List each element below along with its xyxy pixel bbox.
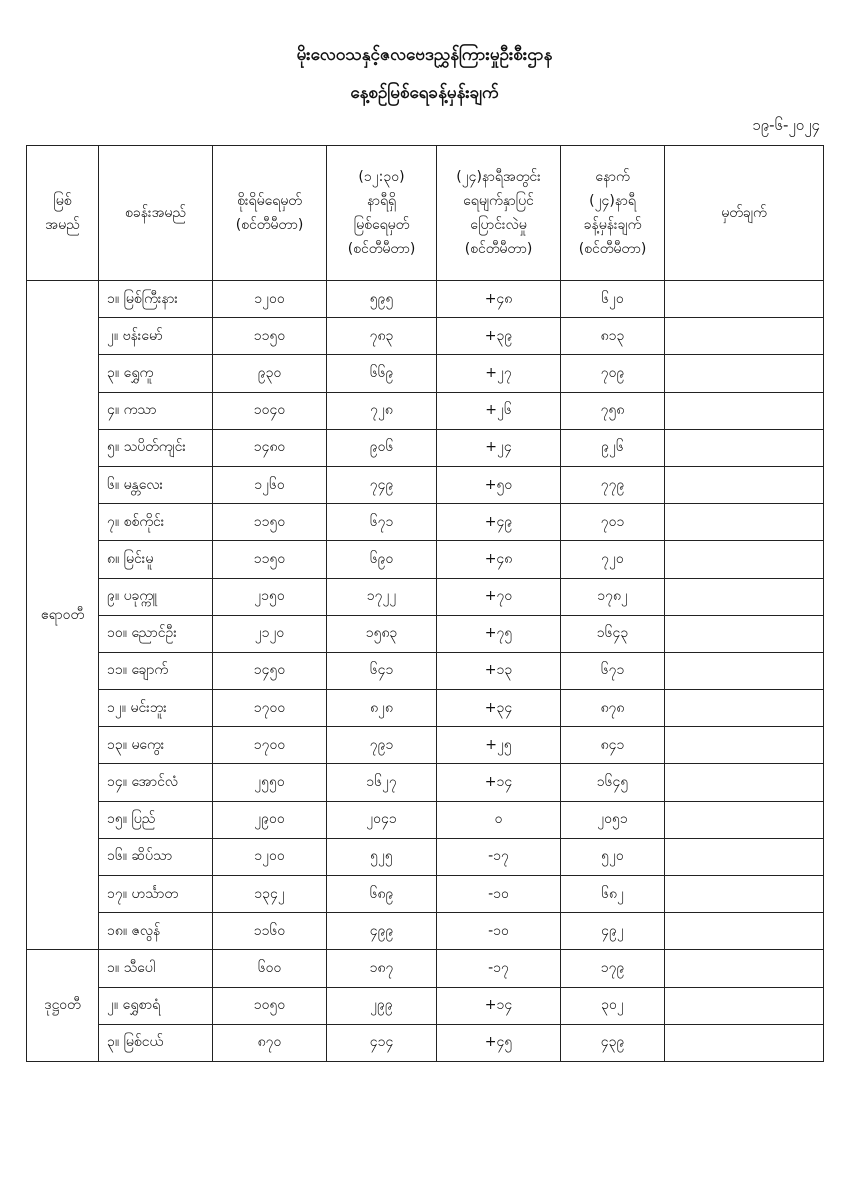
forecast-cell: ၈၄၁ (561, 727, 665, 764)
remarks-cell (665, 281, 824, 318)
document-subtitle: နေ့စဉ်မြစ်ရေခန့်မှန်းချက် (350, 83, 499, 103)
station-cell: ၅။ သပိတ်ကျင်း (99, 429, 213, 466)
forecast-cell: ၄၃၉ (561, 1024, 665, 1061)
table-row (27, 392, 824, 429)
table-row (27, 541, 824, 578)
change-cell: +၄၈ (437, 281, 561, 318)
table-row (27, 987, 824, 1024)
remarks-cell (665, 429, 824, 466)
danger-cell: ၁၁၅၀ (213, 504, 327, 541)
change-cell: -၁၀ (437, 876, 561, 913)
table-row (27, 281, 824, 318)
change-cell: +၂၄ (437, 429, 561, 466)
remarks-cell (665, 615, 824, 652)
current-cell: ၈၂၈ (327, 690, 437, 727)
header-change (437, 146, 561, 281)
header-river (27, 146, 99, 281)
remarks-cell (665, 541, 824, 578)
table-row (27, 838, 824, 875)
remarks-cell (665, 355, 824, 392)
change-cell: ၀ (437, 801, 561, 838)
station-cell: ၃။ ရွှေကူ (99, 355, 213, 392)
report-date: ၁၉-၆-၂၀၂၄ (752, 116, 820, 134)
station-cell: ၄။ ကသာ (99, 392, 213, 429)
current-cell: ၆၉၀ (327, 541, 437, 578)
change-cell: +၇၀ (437, 578, 561, 615)
danger-cell: ၁၇၀၀ (213, 727, 327, 764)
table-row (27, 876, 824, 913)
header-current-line: (၁၂:၃၀) (358, 169, 405, 185)
remarks-cell (665, 727, 824, 764)
forecast-cell: ၆၇၁ (561, 652, 665, 689)
station-cell: ၆။ မန္တလေး (99, 466, 213, 503)
danger-cell: ၁၂၀၀ (213, 838, 327, 875)
table-row (27, 355, 824, 392)
station-cell: ၁၇။ ဟင်္သာတ (99, 876, 213, 913)
station-cell: ၁၆။ ဆိပ်သာ (99, 838, 213, 875)
change-cell: +၁၃ (437, 652, 561, 689)
danger-cell: ၁၁၅၀ (213, 318, 327, 355)
station-cell: ၁၀။ ညောင်ဦး (99, 615, 213, 652)
document-title: မိုးလေဝသနှင့်ဇလဗေဒညွှန်ကြားမှုဦးစီးဌာန (296, 45, 553, 65)
remarks-cell (665, 504, 824, 541)
change-cell: -၁၇ (437, 950, 561, 987)
current-cell: ၄၉၉ (327, 913, 437, 950)
station-cell: ၁။ မြစ်ကြီးနား (99, 281, 213, 318)
header-forecast-line: ခန့်မှန်းချက် (583, 217, 642, 233)
station-cell: ၂။ ရွှေစာရံ (99, 987, 213, 1024)
current-cell: ၁၆၂၇ (327, 764, 437, 801)
forecast-cell: ၁၇၈၂ (561, 578, 665, 615)
river-name-cell: ဧရာဝတီ (27, 281, 99, 950)
current-cell: ၇၂၈ (327, 392, 437, 429)
current-cell: ၆၆၉ (327, 355, 437, 392)
change-cell: +၁၄ (437, 764, 561, 801)
table-row (27, 318, 824, 355)
table-row (27, 801, 824, 838)
remarks-cell (665, 987, 824, 1024)
header-current-line: (စင်တီမီတာ) (347, 241, 416, 257)
forecast-cell: ၈၇၈ (561, 690, 665, 727)
change-cell: +၂၆ (437, 392, 561, 429)
current-cell: ၅၉၅ (327, 281, 437, 318)
forecast-cell: ၆၂၀ (561, 281, 665, 318)
change-cell: +၇၅ (437, 615, 561, 652)
river-name-cell: ဒုဋ္ဌဝတီ (27, 950, 99, 1062)
forecast-cell: ၇၂၀ (561, 541, 665, 578)
danger-cell: ၁၄၈၀ (213, 429, 327, 466)
station-cell: ၁၃။ မကွေး (99, 727, 213, 764)
change-cell: -၁၇ (437, 838, 561, 875)
table-row (27, 466, 824, 503)
forecast-cell: ၇၀၉ (561, 355, 665, 392)
header-change-line: ပြောင်းလဲမှု (470, 217, 527, 233)
station-cell: ၁၄။ အောင်လံ (99, 764, 213, 801)
danger-cell: ၁၀၅၀ (213, 987, 327, 1024)
header-danger-level (213, 146, 327, 281)
change-cell: +၄၉ (437, 504, 561, 541)
danger-cell: ၂၁၂၀ (213, 615, 327, 652)
change-cell: +၅၀ (437, 466, 561, 503)
station-cell: ၃။ မြစ်ငယ် (99, 1024, 213, 1061)
header-remarks-line: မှတ်ချက် (721, 205, 767, 221)
table-row (27, 764, 824, 801)
change-cell: +၁၄ (437, 987, 561, 1024)
header-river-line: မြစ် (53, 193, 72, 209)
table-row (27, 429, 824, 466)
table-row (27, 913, 824, 950)
remarks-cell (665, 764, 824, 801)
header-station-line: စခန်းအမည် (125, 205, 186, 221)
header-current-level (327, 146, 437, 281)
station-cell: ၁။ သီပေါ (99, 950, 213, 987)
table-row (27, 1024, 824, 1061)
remarks-cell (665, 318, 824, 355)
danger-cell: ၂၉၀၀ (213, 801, 327, 838)
forecast-cell: ၂၀၅၁ (561, 801, 665, 838)
remarks-cell (665, 1024, 824, 1061)
change-cell: +၂၇ (437, 355, 561, 392)
danger-cell: ၁၃၄၂ (213, 876, 327, 913)
header-danger-line: (စင်တီမီတာ) (235, 217, 304, 233)
remarks-cell (665, 876, 824, 913)
change-cell: +၄၅ (437, 1024, 561, 1061)
danger-cell: ၂၁၅၀ (213, 578, 327, 615)
current-cell: ၅၂၅ (327, 838, 437, 875)
header-forecast (561, 146, 665, 281)
current-cell: ၆၈၉ (327, 876, 437, 913)
station-cell: ၂။ ဗန်းမော် (99, 318, 213, 355)
station-cell: ၇။ စစ်ကိုင်း (99, 504, 213, 541)
current-cell: ၁၇၂၂ (327, 578, 437, 615)
station-cell: ၈။ မြင်းမူ (99, 541, 213, 578)
remarks-cell (665, 578, 824, 615)
forecast-cell: ၇၅၈ (561, 392, 665, 429)
table-row (27, 504, 824, 541)
change-cell: +၂၅ (437, 727, 561, 764)
danger-cell: ၁၂၀၀ (213, 281, 327, 318)
current-cell: ၁၅၈၃ (327, 615, 437, 652)
remarks-cell (665, 838, 824, 875)
forecast-cell: ၅၂၀ (561, 838, 665, 875)
current-cell: ၇၉၁ (327, 727, 437, 764)
river-forecast-table (26, 145, 824, 1062)
forecast-cell: ၉၂၆ (561, 429, 665, 466)
header-change-line: (၂၄)နာရီအတွင်း (456, 169, 541, 185)
remarks-cell (665, 392, 824, 429)
table-row (27, 950, 824, 987)
table-row (27, 615, 824, 652)
table-row (27, 578, 824, 615)
header-row (27, 146, 824, 281)
table-row (27, 727, 824, 764)
forecast-cell: ၇၀၁ (561, 504, 665, 541)
forecast-cell: ၇၇၉ (561, 466, 665, 503)
table-body (27, 281, 824, 1062)
remarks-cell (665, 801, 824, 838)
remarks-cell (665, 652, 824, 689)
station-cell: ၁၁။ ချောက် (99, 652, 213, 689)
forecast-cell: ၁၆၄၅ (561, 764, 665, 801)
station-cell: ၁၈။ ဇလွန် (99, 913, 213, 950)
change-cell: +၄၈ (437, 541, 561, 578)
station-cell: ၉။ ပခုက္ကူ (99, 578, 213, 615)
change-cell: -၁၀ (437, 913, 561, 950)
danger-cell: ၁၄၅၀ (213, 652, 327, 689)
forecast-cell: ၆၈၂ (561, 876, 665, 913)
danger-cell: ၁၀၄၀ (213, 392, 327, 429)
station-cell: ၁၂။ မင်းဘူး (99, 690, 213, 727)
forecast-cell: ၁၇၉ (561, 950, 665, 987)
forecast-cell: ၄၉၂ (561, 913, 665, 950)
header-current-line: မြစ်ရေမှတ် (353, 217, 410, 233)
remarks-cell (665, 466, 824, 503)
header-station (99, 146, 213, 281)
danger-cell: ၁၁၅၀ (213, 541, 327, 578)
header-forecast-line: (စင်တီမီတာ) (578, 241, 647, 257)
remarks-cell (665, 913, 824, 950)
danger-cell: ၈၇၀ (213, 1024, 327, 1061)
header-remarks (665, 146, 824, 281)
danger-cell: ၆၀၀ (213, 950, 327, 987)
forecast-cell: ၃၀၂ (561, 987, 665, 1024)
header-danger-line: စိုးရိမ်ရေမှတ် (237, 193, 302, 209)
current-cell: ၂၀၄၁ (327, 801, 437, 838)
header-forecast-line: (၂၄)နာရီ (589, 193, 636, 209)
change-cell: +၃၄ (437, 690, 561, 727)
danger-cell: ၂၅၅၀ (213, 764, 327, 801)
current-cell: ၆၄၁ (327, 652, 437, 689)
header-current-line: နာရီရှိ (366, 193, 397, 209)
danger-cell: ၁၁၆၀ (213, 913, 327, 950)
table-row (27, 690, 824, 727)
current-cell: ၉၀၆ (327, 429, 437, 466)
current-cell: ၇၈၃ (327, 318, 437, 355)
danger-cell: ၁၇၀၀ (213, 690, 327, 727)
remarks-cell (665, 950, 824, 987)
change-cell: +၃၉ (437, 318, 561, 355)
current-cell: ၂၉၉ (327, 987, 437, 1024)
current-cell: ၄၁၄ (327, 1024, 437, 1061)
forecast-cell: ၈၁၃ (561, 318, 665, 355)
station-cell: ၁၅။ ပြည် (99, 801, 213, 838)
header-river-line: အမည် (45, 217, 80, 233)
table-row (27, 652, 824, 689)
current-cell: ၇၄၉ (327, 466, 437, 503)
danger-cell: ၉၃၀ (213, 355, 327, 392)
header-forecast-line: နောက် (595, 169, 630, 185)
current-cell: ၆၇၁ (327, 504, 437, 541)
header-change-line: ရေမျက်နှာပြင် (463, 193, 534, 209)
danger-cell: ၁၂၆၀ (213, 466, 327, 503)
forecast-cell: ၁၆၄၃ (561, 615, 665, 652)
header-change-line: (စင်တီမီတာ) (464, 241, 533, 257)
remarks-cell (665, 690, 824, 727)
current-cell: ၁၈၇ (327, 950, 437, 987)
